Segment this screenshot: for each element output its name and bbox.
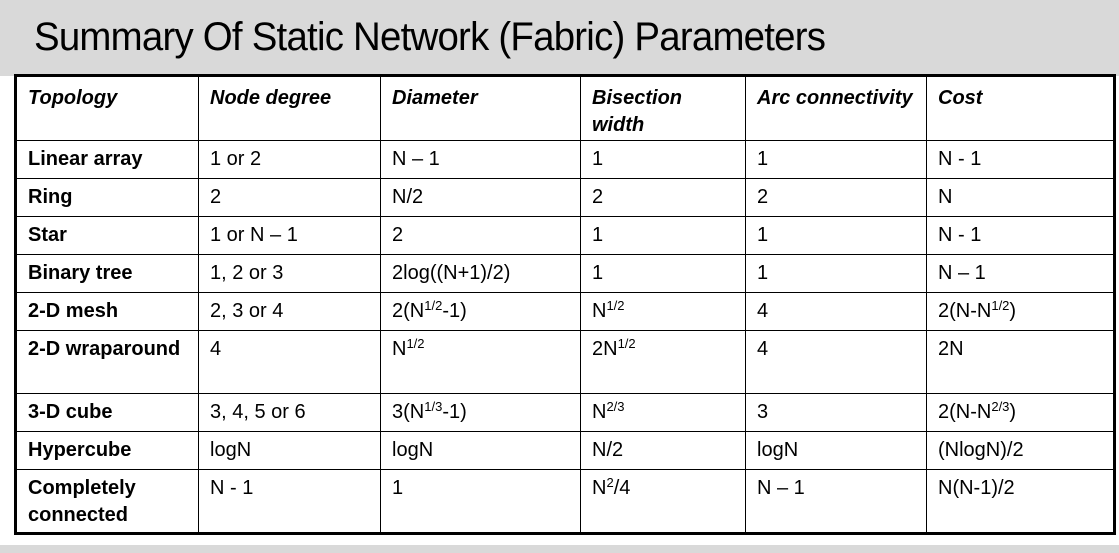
cell-bisection-width: [581, 394, 746, 432]
cell-text: 2N: [592, 338, 618, 360]
cell-topology: 3-D cube: [17, 394, 199, 432]
cell-arc-connectivity: 4: [746, 331, 927, 394]
cell-node-degree: 1 or N – 1: [199, 217, 381, 255]
cell-diameter: 1: [381, 470, 581, 533]
cell-cost: N – 1: [927, 255, 1114, 293]
cell-text: N: [592, 477, 607, 499]
bottom-strip: [0, 545, 1119, 553]
cell-cost: (NlogN)/2: [927, 432, 1114, 470]
cell-diameter: 2: [381, 217, 581, 255]
cell-arc-connectivity: 3: [746, 394, 927, 432]
cell-topology: Completely connected: [17, 470, 199, 533]
cell-diameter: 2log((N+1)/2): [381, 255, 581, 293]
cell-topology: Binary tree: [17, 255, 199, 293]
table-row: [17, 179, 1114, 217]
cell-bisection-width: 1: [581, 217, 746, 255]
header-arc-connectivity: Arc connectivity: [746, 77, 927, 141]
cell-cost: N - 1: [927, 217, 1114, 255]
table-row: [17, 255, 1114, 293]
superscript: 1/3: [424, 399, 443, 414]
cell-text: 2(N-N: [938, 401, 992, 423]
cell-text: -1): [442, 401, 467, 423]
cell-cost: [927, 394, 1114, 432]
cell-arc-connectivity: N – 1: [746, 470, 927, 533]
cell-text: ): [1009, 401, 1017, 423]
superscript: 1/2: [991, 298, 1010, 313]
cell-bisection-width: [581, 331, 746, 394]
cell-node-degree: 2, 3 or 4: [199, 293, 381, 331]
cell-text: N: [592, 401, 607, 423]
cell-diameter: [381, 293, 581, 331]
cell-topology: Hypercube: [17, 432, 199, 470]
cell-diameter: logN: [381, 432, 581, 470]
cell-node-degree: 1, 2 or 3: [199, 255, 381, 293]
cell-arc-connectivity: 2: [746, 179, 927, 217]
cell-text: 2(N: [392, 300, 425, 322]
cell-topology: Star: [17, 217, 199, 255]
table-row: [17, 432, 1114, 470]
superscript: 2/3: [606, 399, 625, 414]
table-row: [17, 331, 1114, 394]
cell-text: N: [592, 300, 607, 322]
cell-topology: Linear array: [17, 141, 199, 179]
cell-diameter: [381, 394, 581, 432]
table-body: [17, 141, 1114, 533]
superscript: 1/2: [617, 336, 636, 351]
cell-topology: 2-D wraparound: [17, 331, 199, 394]
cell-node-degree: 1 or 2: [199, 141, 381, 179]
superscript: 2: [606, 475, 614, 490]
cell-bisection-width: [581, 470, 746, 533]
table-row: [17, 141, 1114, 179]
cell-text: N: [392, 338, 407, 360]
cell-arc-connectivity: 1: [746, 217, 927, 255]
cell-cost: 2N: [927, 331, 1114, 394]
cell-node-degree: 2: [199, 179, 381, 217]
header-bisection-width: Bisection width: [581, 77, 746, 141]
cell-text: -1): [442, 300, 467, 322]
parameters-table: [16, 76, 1114, 533]
cell-cost: N(N-1)/2: [927, 470, 1114, 533]
cell-text: 3(N: [392, 401, 425, 423]
header-row: [17, 77, 1114, 141]
cell-bisection-width: 2: [581, 179, 746, 217]
cell-cost: N - 1: [927, 141, 1114, 179]
cell-bisection-width: 1: [581, 141, 746, 179]
cell-arc-connectivity: 1: [746, 141, 927, 179]
cell-node-degree: logN: [199, 432, 381, 470]
cell-cost: [927, 293, 1114, 331]
cell-diameter: N – 1: [381, 141, 581, 179]
cell-node-degree: 4: [199, 331, 381, 394]
cell-diameter: [381, 331, 581, 394]
table-sheet: [0, 76, 1119, 553]
table-row: [17, 217, 1114, 255]
table-row: [17, 394, 1114, 432]
header-topology: Topology: [17, 77, 199, 141]
cell-diameter: N/2: [381, 179, 581, 217]
cell-bisection-width: N/2: [581, 432, 746, 470]
header-cost: Cost: [927, 77, 1114, 141]
superscript: 2/3: [991, 399, 1010, 414]
table-row: [17, 470, 1114, 533]
cell-arc-connectivity: 4: [746, 293, 927, 331]
superscript: 1/2: [606, 298, 625, 313]
superscript: 1/2: [424, 298, 443, 313]
table-row: [17, 293, 1114, 331]
cell-bisection-width: [581, 293, 746, 331]
cell-arc-connectivity: 1: [746, 255, 927, 293]
cell-cost: N: [927, 179, 1114, 217]
cell-topology: 2-D mesh: [17, 293, 199, 331]
page-title: Summary Of Static Network (Fabric) Parameters: [34, 15, 826, 59]
header-node-degree: Node degree: [199, 77, 381, 141]
cell-bisection-width: 1: [581, 255, 746, 293]
cell-node-degree: N - 1: [199, 470, 381, 533]
cell-node-degree: 3, 4, 5 or 6: [199, 394, 381, 432]
cell-topology: Ring: [17, 179, 199, 217]
superscript: 1/2: [406, 336, 425, 351]
cell-text: ): [1009, 300, 1017, 322]
header-diameter: Diameter: [381, 77, 581, 141]
cell-text: 2(N-N: [938, 300, 992, 322]
cell-text: /4: [613, 477, 631, 499]
cell-arc-connectivity: logN: [746, 432, 927, 470]
